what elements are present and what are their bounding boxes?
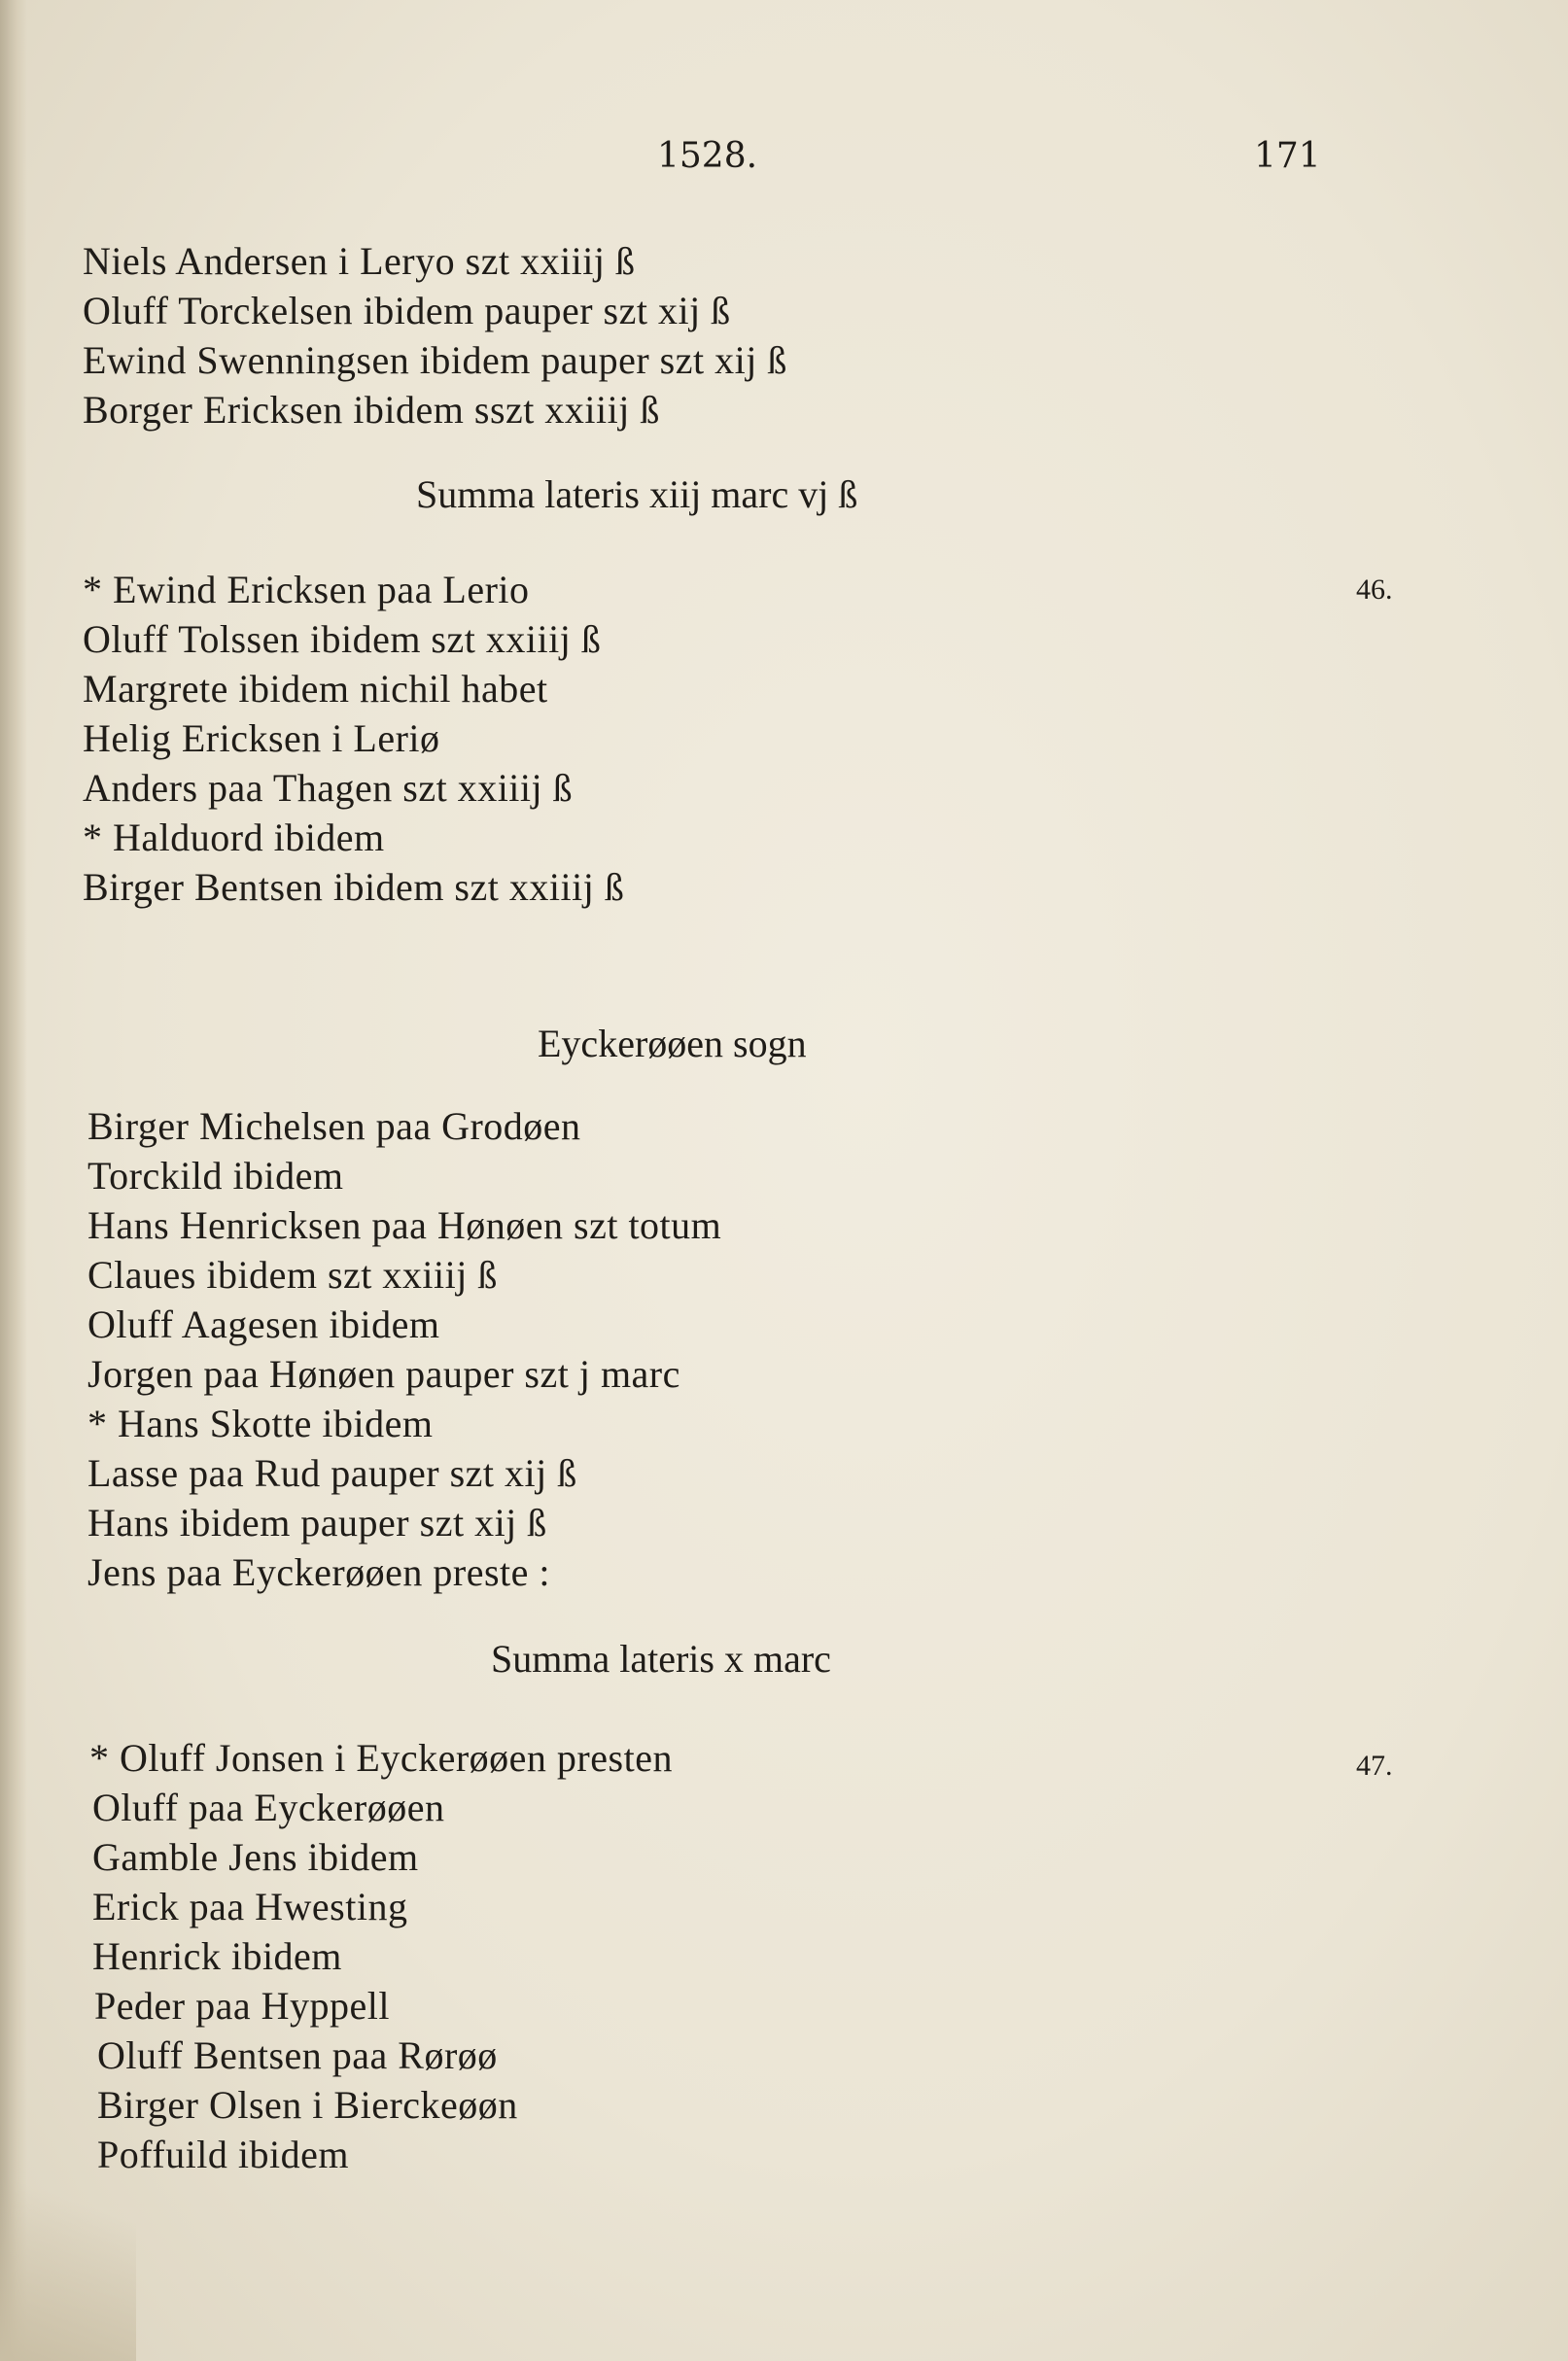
running-header-year: 1528. xyxy=(657,136,758,176)
register-entry: Birger Bentsen ibidem szt xxiiij ß xyxy=(83,865,625,909)
register-entry: Oluff Torckelsen ibidem pauper szt xij ß xyxy=(83,289,731,332)
register-entry: Hans ibidem pauper szt xij ß xyxy=(87,1501,547,1545)
margin-number: 47. xyxy=(1356,1750,1393,1782)
register-entry: * Ewind Ericksen paa Lerio xyxy=(83,568,530,611)
register-entry: Hans Henricksen paa Hønøen szt totum xyxy=(87,1203,722,1247)
register-entry: Borger Ericksen ibidem sszt xxiiij ß xyxy=(83,388,660,432)
register-entry: * Halduord ibidem xyxy=(83,816,385,859)
register-entry: Niels Andersen i Leryo szt xxiiij ß xyxy=(83,239,636,283)
page-total-summa: Summa lateris xiij marc vj ß xyxy=(416,472,858,516)
register-entry: Oluff Tolssen ibidem szt xxiiij ß xyxy=(83,617,602,661)
page-total-summa: Summa lateris x marc xyxy=(491,1637,831,1681)
register-entry: Gamble Jens ibidem xyxy=(92,1835,419,1879)
register-entry: Oluff Aagesen ibidem xyxy=(87,1302,440,1346)
register-entry: Poffuild ibidem xyxy=(97,2133,349,2176)
register-entry: Jens paa Eyckerøøen preste : xyxy=(87,1550,551,1594)
register-entry: Ewind Swenningsen ibidem pauper szt xij ß xyxy=(83,338,787,382)
register-entry: Lasse paa Rud pauper szt xij ß xyxy=(87,1451,577,1495)
register-entry: Oluff Bentsen paa Rørøø xyxy=(97,2033,498,2077)
register-entry: Birger Michelsen paa Grodøen xyxy=(87,1104,581,1148)
register-entry: * Oluff Jonsen i Eyckerøøen presten xyxy=(89,1736,673,1780)
register-entry: Helig Ericksen i Leriø xyxy=(83,716,440,760)
page-number: 171 xyxy=(1254,136,1321,176)
book-spine-shadow xyxy=(0,0,27,2361)
register-entry: Birger Olsen i Bierckeøøn xyxy=(97,2083,518,2127)
page-stain xyxy=(0,2176,136,2361)
register-entry: Margrete ibidem nichil habet xyxy=(83,667,548,711)
register-entry: * Hans Skotte ibidem xyxy=(87,1402,434,1445)
register-entry: Jorgen paa Hønøen pauper szt j marc xyxy=(87,1352,680,1396)
register-entry: Henrick ibidem xyxy=(92,1934,342,1978)
register-entry: Anders paa Thagen szt xxiiij ß xyxy=(83,766,574,810)
register-entry: Claues ibidem szt xxiiij ß xyxy=(87,1253,498,1297)
register-entry: Torckild ibidem xyxy=(87,1154,344,1198)
parish-heading: Eyckerøøen sogn xyxy=(538,1022,807,1065)
register-entry: Erick paa Hwesting xyxy=(92,1885,408,1928)
margin-number: 46. xyxy=(1356,573,1393,606)
register-entry: Peder paa Hyppell xyxy=(94,1984,390,2028)
register-entry: Oluff paa Eyckerøøen xyxy=(92,1786,445,1829)
